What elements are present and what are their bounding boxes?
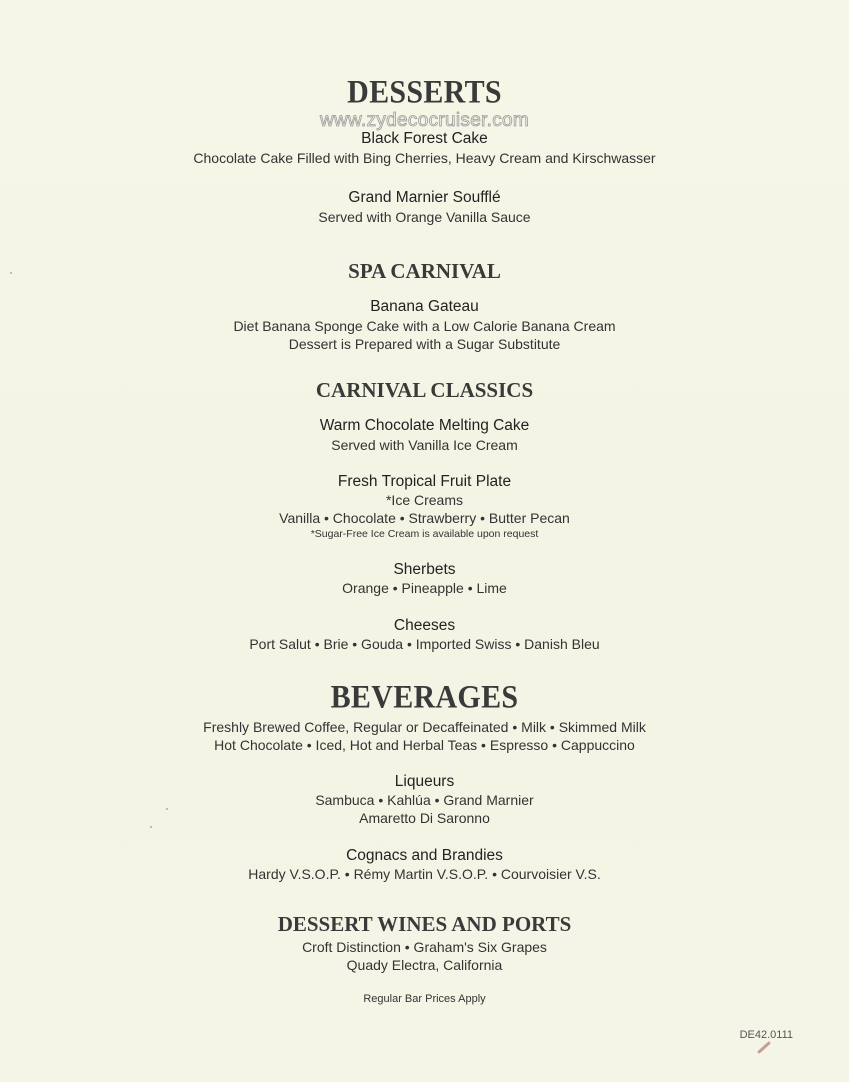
liqueurs-line-2: Amaretto Di Saronno <box>359 810 490 826</box>
souffle-desc: Served with Orange Vanilla Sauce <box>318 209 531 225</box>
liqueurs-line-1: Sambuca • Kahlúa • Grand Marnier <box>315 792 534 808</box>
spa-carnival-heading: SPA CARNIVAL <box>348 259 501 283</box>
pen-mark <box>757 1041 771 1054</box>
paper-speck <box>10 272 12 274</box>
banana-gateau-desc-2: Dessert is Prepared with a Sugar Substitute <box>288 336 561 352</box>
bar-prices-note: Regular Bar Prices Apply <box>363 993 486 1005</box>
cognacs-list: Hardy V.S.O.P. • Rémy Martin V.S.O.P. • Courvoisier V.S. <box>248 866 601 882</box>
ice-cream-flavors: Vanilla • Chocolate • Strawberry • Butter Pecan <box>279 510 570 526</box>
souffle-name: Grand Marnier Soufflé <box>348 189 501 206</box>
beverages-line-2: Hot Chocolate • Iced, Hot and Herbal Teas • Espresso • Cappuccino <box>214 737 635 753</box>
beverages-heading: BEVERAGES <box>330 679 519 716</box>
black-forest-cake-desc: Chocolate Cake Filled with Bing Cherries, Heavy Cream and Kirschwasser <box>193 150 656 166</box>
watermark: www.zydecocruiser.com <box>319 110 530 131</box>
sherbets-flavors: Orange • Pineapple • Lime <box>342 580 507 596</box>
banana-gateau-name: Banana Gateau <box>370 298 479 315</box>
cognacs-name: Cognacs and Brandies <box>346 847 503 864</box>
black-forest-cake-name: Black Forest Cake <box>361 130 488 147</box>
melting-cake-name: Warm Chocolate Melting Cake <box>319 417 530 434</box>
document-code: DE42.0111 <box>739 1029 793 1041</box>
sherbets-name: Sherbets <box>393 561 456 578</box>
melting-cake-desc: Served with Vanilla Ice Cream <box>331 437 518 453</box>
dessert-wines-heading: DESSERT WINES AND PORTS <box>277 912 572 936</box>
beverages-line-1: Freshly Brewed Coffee, Regular or Decaffeinated • Milk • Skimmed Milk <box>203 719 646 735</box>
wines-line-2: Quady Electra, California <box>346 957 503 973</box>
fruit-plate-name: Fresh Tropical Fruit Plate <box>337 473 512 490</box>
banana-gateau-desc-1: Diet Banana Sponge Cake with a Low Calorie Banana Cream <box>233 318 616 334</box>
ice-creams-label: *Ice Creams <box>385 492 464 508</box>
sugar-free-note: *Sugar-Free Ice Cream is available upon request <box>310 528 539 540</box>
paper-speck <box>150 826 152 828</box>
cheeses-list: Port Salut • Brie • Gouda • Imported Swiss • Danish Bleu <box>249 636 600 652</box>
paper-speck <box>166 808 168 810</box>
carnival-classics-heading: CARNIVAL CLASSICS <box>315 378 534 402</box>
desserts-heading: DESSERTS <box>347 74 502 111</box>
cheeses-name: Cheeses <box>393 617 456 634</box>
liqueurs-name: Liqueurs <box>394 773 455 790</box>
wines-line-1: Croft Distinction • Graham's Six Grapes <box>302 939 547 955</box>
